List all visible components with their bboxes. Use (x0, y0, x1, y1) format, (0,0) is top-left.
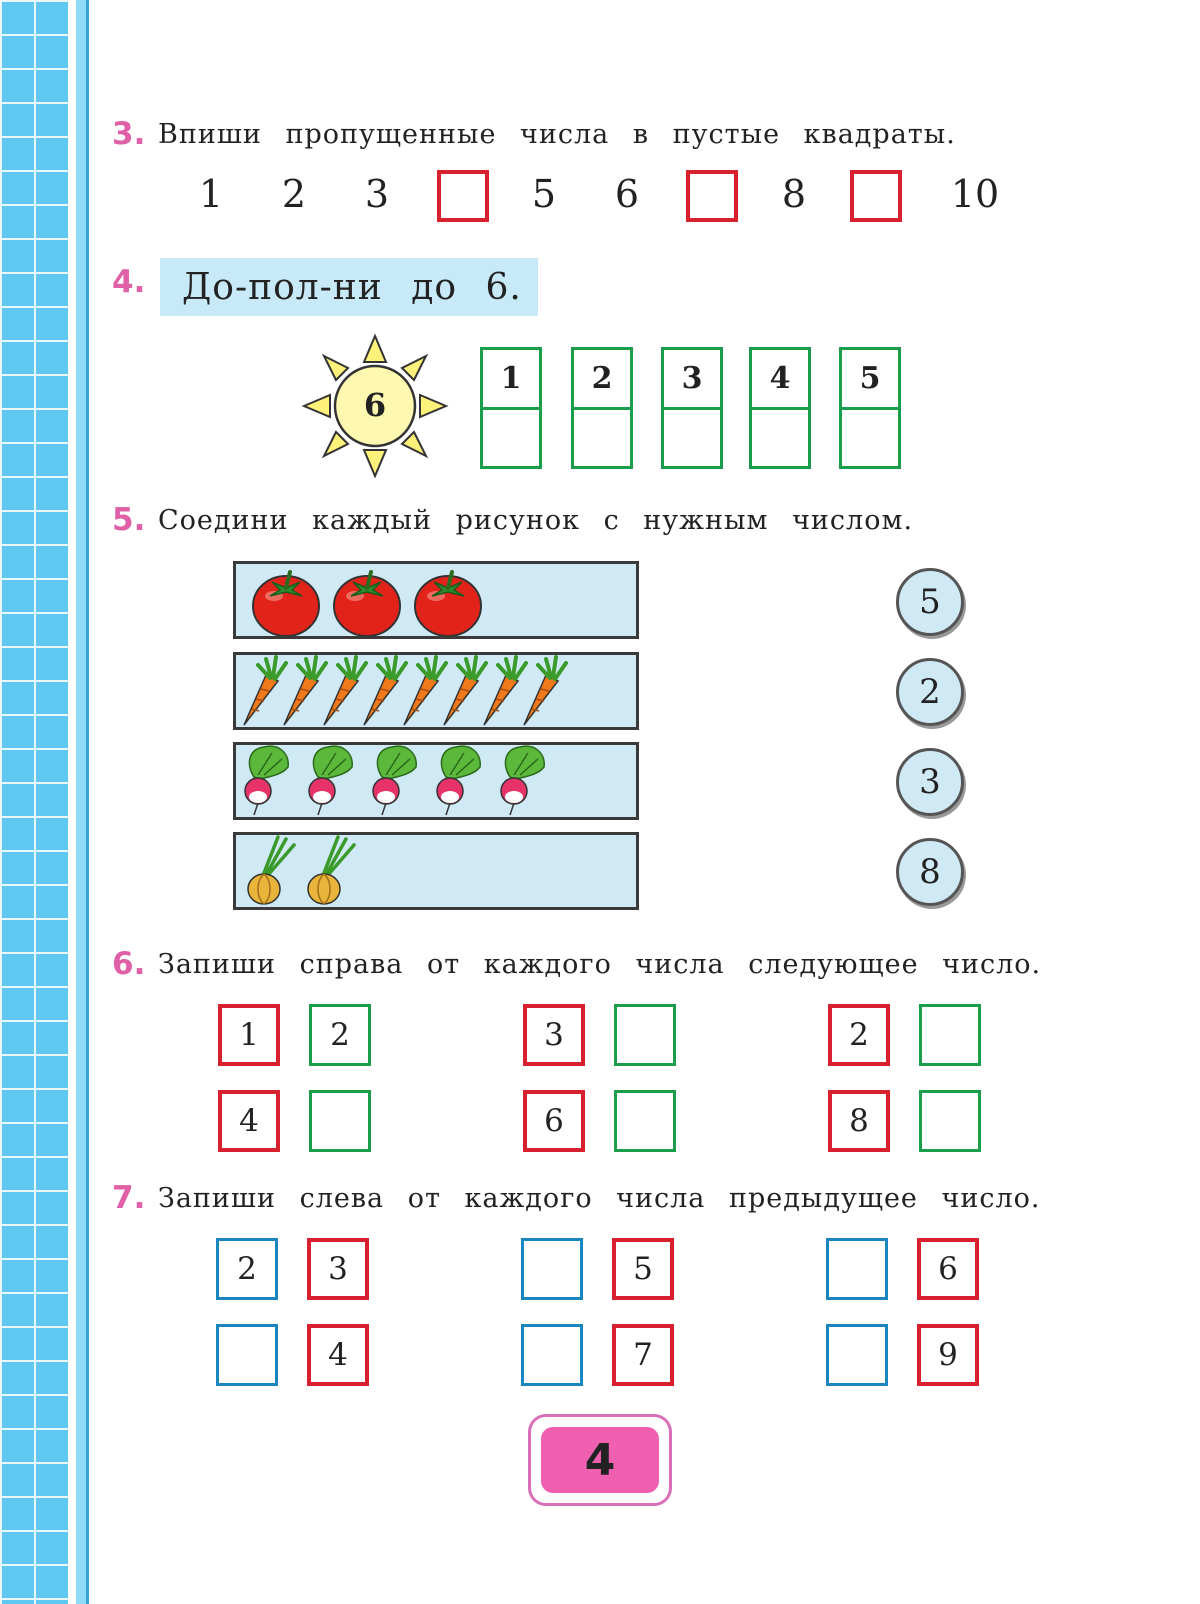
task4-number: 4. (112, 264, 146, 300)
sequence-number: 10 (950, 172, 1000, 216)
sequence-number: 1 (198, 172, 224, 216)
given-number-box: 5 (612, 1238, 674, 1300)
page-number: 4 (541, 1427, 659, 1493)
picture-row-onions[interactable] (233, 832, 639, 910)
answer-circle[interactable]: 5 (896, 568, 964, 636)
carrot-icon (484, 657, 526, 725)
given-number-box: 3 (307, 1238, 369, 1300)
card-number: 4 (752, 350, 808, 410)
onion-icon (308, 837, 354, 904)
sequence-number: 8 (781, 172, 807, 216)
sequence-number: 2 (281, 172, 307, 216)
carrot-icon (364, 657, 406, 725)
margin-divider (86, 0, 89, 1604)
given-number-box: 7 (612, 1324, 674, 1386)
given-number-box: 4 (218, 1090, 280, 1152)
given-number-box: 6 (523, 1090, 585, 1152)
given-number-box: 1 (218, 1004, 280, 1066)
tomato-icon (253, 572, 319, 636)
previous-number-box[interactable] (521, 1238, 583, 1300)
next-number-box[interactable] (614, 1090, 676, 1152)
carrot-icon (284, 657, 326, 725)
answer-circle[interactable]: 8 (896, 838, 964, 906)
carrot-icon (524, 657, 566, 725)
previous-number-box[interactable] (521, 1324, 583, 1386)
task5-number: 5. (112, 502, 146, 538)
task3-number: 3. (112, 116, 146, 152)
sequence-answer-box[interactable] (850, 170, 902, 222)
carrot-icon (444, 657, 486, 725)
task6-number: 6. (112, 946, 146, 982)
tomato-icon (415, 572, 481, 636)
task6-instruction: Запиши справа от каждого числа следующее число. (158, 949, 1042, 980)
answer-circle[interactable]: 2 (896, 658, 964, 726)
onion-icon (248, 837, 294, 904)
page-number-badge (528, 1414, 672, 1506)
given-number-box: 6 (917, 1238, 979, 1300)
number-card (661, 347, 723, 469)
task7-instruction: Запиши слева от каждого числа предыдущее число. (158, 1183, 1041, 1214)
task4-instruction: До-пол-ни до 6. (160, 258, 538, 316)
next-number-box[interactable] (309, 1090, 371, 1152)
number-card (749, 347, 811, 469)
next-number-box[interactable] (919, 1004, 981, 1066)
previous-number-box[interactable] (826, 1324, 888, 1386)
page-margin-strip (0, 0, 88, 1604)
task5-instruction: Соедини каждый рисунок с нужным числом. (158, 505, 914, 536)
carrot-icon (324, 657, 366, 725)
carrot-icon (404, 657, 446, 725)
next-number-box[interactable] (614, 1004, 676, 1066)
previous-number-box[interactable] (216, 1324, 278, 1386)
sequence-answer-box[interactable] (686, 170, 738, 222)
number-card (480, 347, 542, 469)
task3-instruction: Впиши пропущенные числа в пустые квадраты. (158, 119, 956, 150)
picture-row-tomatoes[interactable] (233, 561, 639, 639)
task7-number: 7. (112, 1180, 146, 1216)
radish-icon (501, 746, 544, 815)
radish-icon (245, 746, 288, 815)
sun-value: 6 (363, 386, 387, 424)
tomato-icon (334, 572, 400, 636)
sequence-number: 6 (614, 172, 640, 216)
number-card (839, 347, 901, 469)
next-number-box[interactable]: 2 (309, 1004, 371, 1066)
card-number: 5 (842, 350, 898, 410)
radish-icon (373, 746, 416, 815)
given-number-box: 8 (828, 1090, 890, 1152)
picture-row-radishes[interactable] (233, 742, 639, 820)
picture-row-carrots[interactable] (233, 652, 639, 730)
previous-number-box[interactable]: 2 (216, 1238, 278, 1300)
sequence-number: 3 (364, 172, 390, 216)
card-number: 1 (483, 350, 539, 410)
sequence-number: 5 (531, 172, 557, 216)
card-number: 3 (664, 350, 720, 410)
number-card (571, 347, 633, 469)
given-number-box: 9 (917, 1324, 979, 1386)
card-number: 2 (574, 350, 630, 410)
next-number-box[interactable] (919, 1090, 981, 1152)
previous-number-box[interactable] (826, 1238, 888, 1300)
carrot-icon (244, 657, 286, 725)
given-number-box: 3 (523, 1004, 585, 1066)
sequence-answer-box[interactable] (437, 170, 489, 222)
radish-icon (309, 746, 352, 815)
given-number-box: 2 (828, 1004, 890, 1066)
answer-circle[interactable]: 3 (896, 748, 964, 816)
radish-icon (437, 746, 480, 815)
given-number-box: 4 (307, 1324, 369, 1386)
